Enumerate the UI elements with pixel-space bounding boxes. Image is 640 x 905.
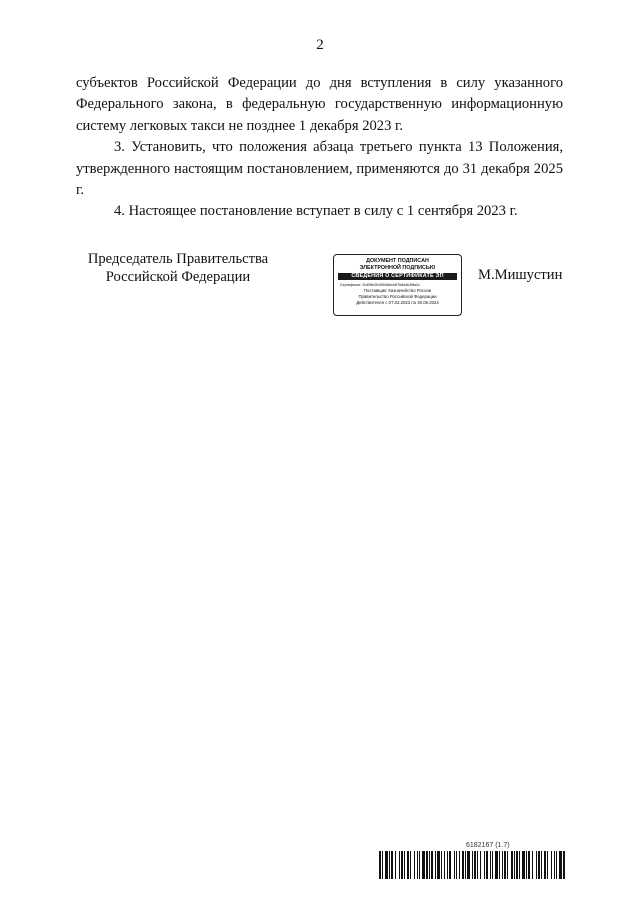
paragraph-1: субъектов Российской Федерации до дня вступления в силу указанного Федерального закона, в федеральную государственную информационную систему легковых такси не позднее 1 декабря 2023 г.: [76, 75, 563, 134]
barcode-bar: [490, 851, 491, 879]
barcode-bar: [407, 851, 409, 879]
barcode-bar: [447, 851, 448, 879]
paragraph-3: 4. Настоящее постановление вступает в силу с 1 сентября 2023 г.: [114, 203, 518, 220]
barcode-bar: [389, 851, 390, 879]
barcode-bar: [492, 851, 493, 879]
barcode-bar: [559, 851, 562, 879]
signatory-title: [78, 250, 278, 286]
stamp-validity: Действителен с 07.03.2023 по 30.05.2024: [356, 300, 439, 305]
barcode-bar: [474, 851, 476, 879]
barcode-bar: [528, 851, 530, 879]
barcode-bar: [410, 851, 411, 879]
signatory-name: М.Мишустин: [478, 267, 563, 283]
barcode-bar: [563, 851, 565, 879]
barcode-bar: [484, 851, 485, 879]
barcode-bar: [554, 851, 555, 879]
signatory-title-line2: Российской Федерации: [105, 269, 251, 285]
stamp-owner: Правительство Российской Федерации: [358, 294, 437, 299]
stamp-line1: ДОКУМЕНТ ПОДПИСАН: [366, 258, 429, 264]
barcode-bar: [401, 851, 403, 879]
barcode-bar: [467, 851, 470, 879]
barcode-bar: [499, 851, 500, 879]
barcode-bar: [382, 851, 383, 879]
page-number: 2: [316, 37, 324, 53]
barcode-bar: [459, 851, 460, 879]
barcode-bar: [465, 851, 466, 879]
barcode-bar: [536, 851, 537, 879]
barcode-bar: [541, 851, 542, 879]
barcode-bar: [526, 851, 527, 879]
document-body: [76, 73, 563, 223]
barcode-bar: [435, 851, 436, 879]
barcode-bar: [551, 851, 552, 879]
barcode-bar: [486, 851, 488, 879]
barcode-bar: [444, 851, 445, 879]
signatory-title-line1: Председатель Правительства: [87, 251, 269, 267]
barcode-bar: [462, 851, 464, 879]
electronic-signature-stamp: [333, 254, 462, 316]
barcode-bar: [379, 851, 381, 879]
barcode-bar: [514, 851, 515, 879]
barcode-bar: [532, 851, 533, 879]
barcode-bar: [426, 851, 428, 879]
barcode-bar: [417, 851, 418, 879]
document-id: 6182167 (1.7): [466, 842, 510, 849]
barcode-bar: [556, 851, 557, 879]
barcode-bar: [495, 851, 498, 879]
barcode-bar: [504, 851, 506, 879]
barcode-bar: [547, 851, 548, 879]
barcode-bar: [429, 851, 430, 879]
barcode-bar: [391, 851, 393, 879]
barcode-bar: [395, 851, 396, 879]
barcode-bar: [437, 851, 440, 879]
barcode-bar: [404, 851, 405, 879]
barcode-bar: [522, 851, 525, 879]
barcode-bar: [511, 851, 513, 879]
barcode-icon: [379, 851, 565, 879]
barcode-bar: [544, 851, 546, 879]
barcode-bar: [502, 851, 503, 879]
barcode-bar: [456, 851, 457, 879]
barcode-bar: [516, 851, 518, 879]
barcode-bar: [472, 851, 473, 879]
barcode-bar: [454, 851, 455, 879]
stamp-certificate-band: СВЕДЕНИЯ О СЕРТИФИКАТЕ ЭП: [338, 273, 457, 280]
barcode-bar: [449, 851, 451, 879]
paragraph-2: 3. Установить, что положения абзаца третьего пункта 13 Положения, утвержденного настоящим постановлением, применяются до 31 декабря 2025 г.: [76, 139, 563, 199]
barcode-bar: [519, 851, 520, 879]
barcode-bar: [507, 851, 508, 879]
barcode-bar: [419, 851, 420, 879]
barcode-bar: [538, 851, 540, 879]
stamp-certificate-number: Сертификат: 2b4f9fe2fc90f4d6e4df7b8a4b3f8a2c: [340, 283, 420, 287]
barcode-bar: [441, 851, 442, 879]
barcode-bar: [477, 851, 478, 879]
barcode-bar: [385, 851, 388, 879]
stamp-line2: ЭЛЕКТРОННОЙ ПОДПИСЬЮ: [359, 265, 436, 271]
stamp-issuer: Поставщик: Казначейство России: [363, 288, 432, 293]
barcode-bar: [480, 851, 481, 879]
barcode-bar: [399, 851, 400, 879]
barcode-bar: [431, 851, 433, 879]
barcode-bar: [422, 851, 425, 879]
barcode-bar: [414, 851, 415, 879]
